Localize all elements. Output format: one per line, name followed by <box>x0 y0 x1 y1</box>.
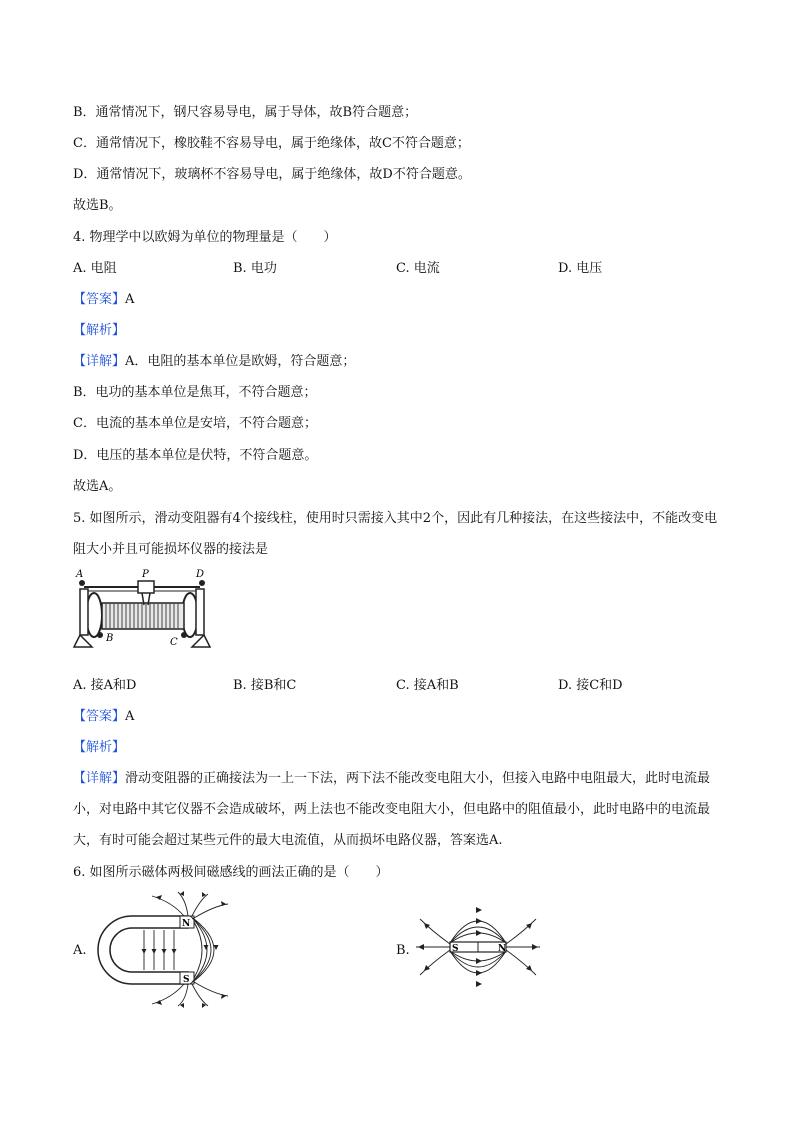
q4-conclusion: 故选A。 <box>73 479 122 494</box>
answer-tag: 【答案】 <box>73 709 126 724</box>
figure-label-p: P <box>142 569 149 580</box>
answer-value: A <box>125 292 135 307</box>
q3-explain-d: D．通常情况下，玻璃杯不容易导电，属于绝缘体，故D不符合题意。 <box>73 167 471 182</box>
u-magnet-pole-s: S <box>183 975 190 985</box>
q4-answer <box>73 291 134 309</box>
q6-stem: 6. 如图所示磁体两极间磁感线的画法正确的是（ ） <box>73 865 389 880</box>
bar-magnet-pole-n: N <box>498 944 507 954</box>
u-magnet-figure <box>92 888 242 1008</box>
bar-magnet-pole-s: S <box>452 944 459 954</box>
q4-option-c: C. 电流 <box>396 261 440 276</box>
figure-label-a: A <box>76 569 84 580</box>
q5-answer <box>73 708 134 726</box>
q5-option-d: D. 接C和D <box>558 678 623 693</box>
u-magnet-pole-n: N <box>182 919 191 929</box>
q5-analysis-tag <box>73 739 125 757</box>
rheostat-figure <box>72 567 212 659</box>
figure-label-d: D <box>196 569 205 580</box>
detail-tag: 【详解】 <box>73 354 126 369</box>
q3-explain-b: B．通常情况下，钢尺容易导电，属于导体，故B符合题意； <box>73 105 418 120</box>
q3-conclusion: 故选B。 <box>73 198 122 213</box>
q5-option-c: C. 接A和B <box>396 678 459 693</box>
figure-label-b: B <box>106 633 114 644</box>
q4-detail-b: B．电功的基本单位是焦耳，不符合题意； <box>73 385 317 400</box>
detail-a-text: A．电阻的基本单位是欧姆，符合题意； <box>125 354 356 369</box>
q6-option-b-label: B. <box>396 943 410 958</box>
analysis-tag: 【解析】 <box>73 740 126 755</box>
q4-option-b: B. 电功 <box>233 261 277 276</box>
q4-detail-a <box>73 353 355 371</box>
detail-tag: 【详解】 <box>73 771 126 786</box>
q4-option-a: A. 电阻 <box>73 261 117 276</box>
q4-option-d: D. 电压 <box>558 261 603 276</box>
q5-stem: 5. 如图所示，滑动变阻器有4个接线柱，使用时只需接入其中2个，因此有几种接法，在这些接法中，不能改变电阻大小并且可能损坏仪器的接法是 <box>73 511 718 557</box>
detail-text: 滑动变阻器的正确接法为一上一下法，两下法不能改变电阻大小，但接入电路中电阻最大，此时电流最小，对电路中其它仪器不会造成破坏，两上法也不能改变电阻大小，但电路中的阻值最小，此时电路中的电流最大，有时可能会超过某些元件的最大电流值，从而损坏电路仪器，答案选A. <box>73 771 711 848</box>
q5-option-b: B. 接B和C <box>233 678 297 693</box>
q3-explain-c: C．通常情况下，橡胶鞋不容易导电，属于绝缘体，故C不符合题意； <box>73 136 470 151</box>
q4-stem: 4. 物理学中以欧姆为单位的物理量是（ ） <box>73 230 337 245</box>
answer-tag: 【答案】 <box>73 292 126 307</box>
analysis-tag: 【解析】 <box>73 323 126 338</box>
q5-detail <box>73 763 723 856</box>
q5-option-a: A. 接A和D <box>73 678 137 693</box>
q4-analysis-tag <box>73 322 125 340</box>
bar-magnet-figure <box>412 897 544 997</box>
q4-detail-d: D．电压的基本单位是伏特，不符合题意。 <box>73 448 318 463</box>
q4-detail-c: C．电流的基本单位是安培，不符合题意； <box>73 416 317 431</box>
answer-value: A <box>125 709 135 724</box>
q6-option-a-label: A. <box>73 943 87 958</box>
figure-label-c: C <box>170 637 178 648</box>
